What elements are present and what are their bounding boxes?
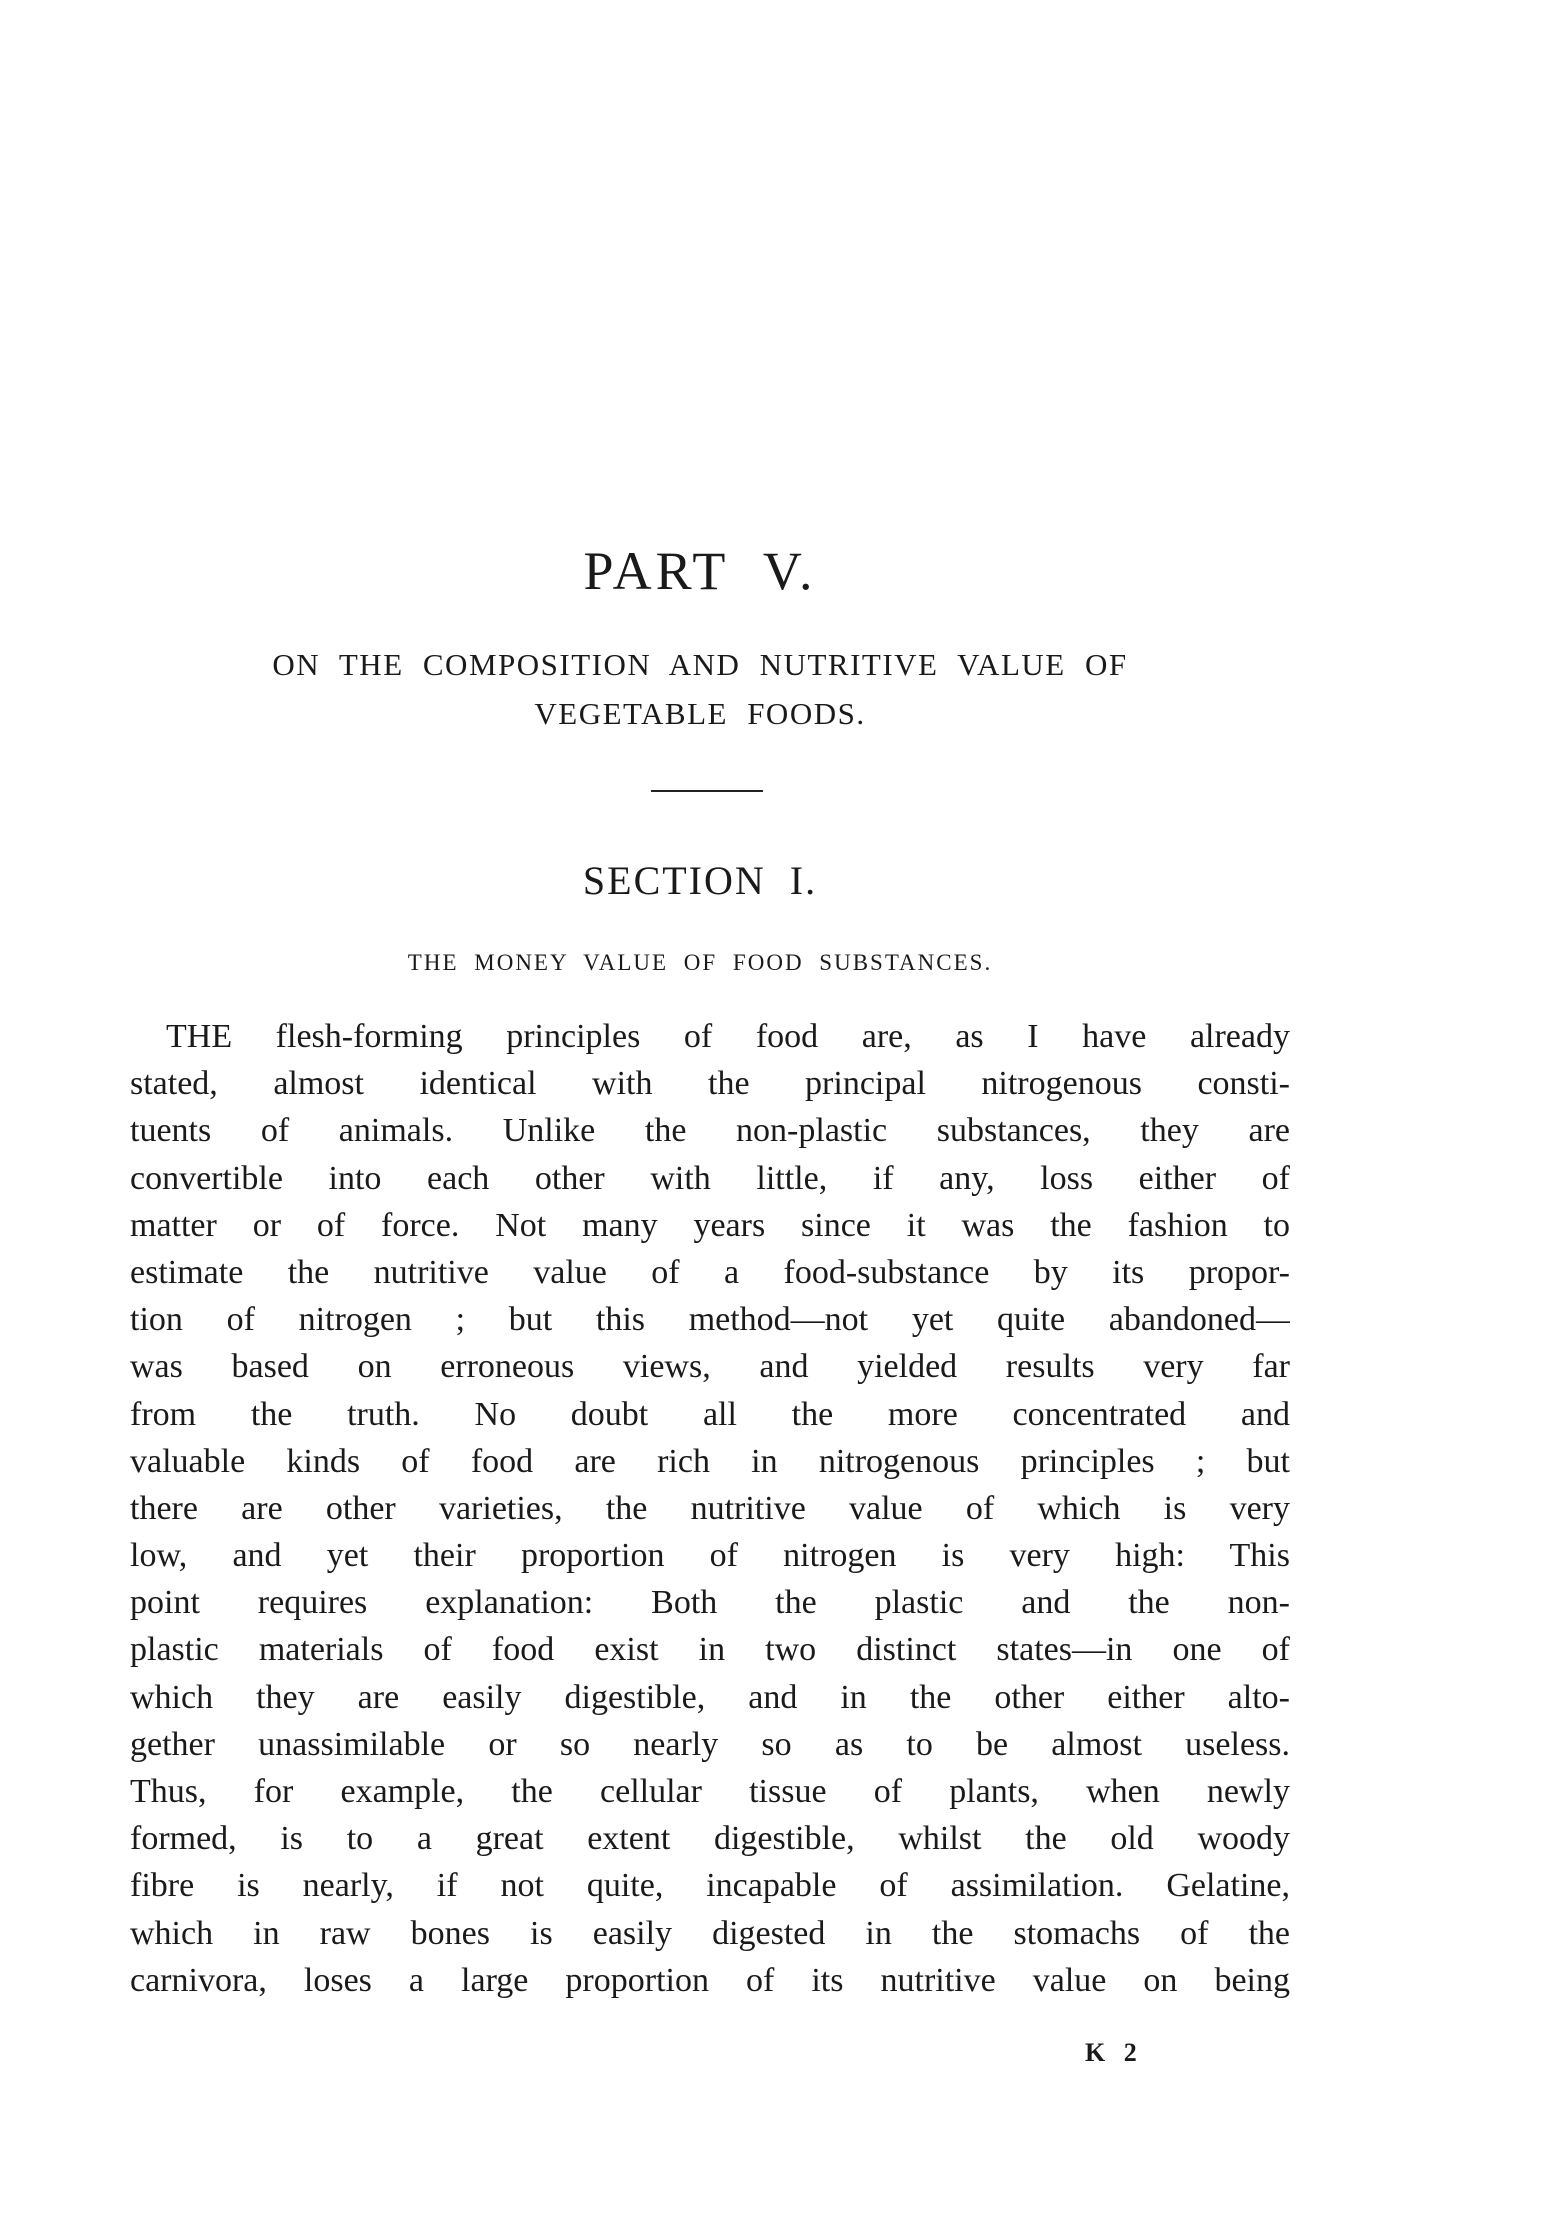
section-divider bbox=[651, 790, 763, 792]
body-line: which they are easily digestible, and in the other either alto- bbox=[130, 1678, 1290, 1716]
part-subtitle bbox=[130, 640, 1270, 738]
body-line: gether unassimilable or so nearly so as to be almost useless. bbox=[130, 1725, 1290, 1763]
body-line: carnivora, loses a large proportion of its nutritive value on being bbox=[130, 1961, 1290, 1999]
body-line: fibre is nearly, if not quite, incapable of assimilation. Gelatine, bbox=[130, 1867, 1290, 1905]
part-title: PART V. bbox=[583, 541, 817, 601]
part-subtitle-line-2: VEGETABLE FOODS. bbox=[534, 696, 866, 731]
body-paragraph bbox=[130, 1013, 1290, 2004]
body-line: stated, almost identical with the principal nitrogenous consti- bbox=[130, 1065, 1290, 1103]
body-line: convertible into each other with little, if any, loss either of bbox=[130, 1159, 1290, 1197]
body-line: from the truth. No doubt all the more concentrated and bbox=[130, 1395, 1290, 1433]
part-subtitle-line-1: ON THE COMPOSITION AND NUTRITIVE VALUE OF bbox=[272, 647, 1128, 682]
body-line: there are other varieties, the nutritive value of which is very bbox=[130, 1489, 1290, 1527]
body-line: was based on erroneous views, and yielded results very far bbox=[130, 1348, 1290, 1386]
body-line: matter or of force. Not many years since it was the fashion to bbox=[130, 1206, 1290, 1244]
body-line: plastic materials of food exist in two distinct states—in one of bbox=[130, 1631, 1290, 1669]
body-line: estimate the nutritive value of a food-substance by its propor- bbox=[130, 1253, 1290, 1291]
body-line: valuable kinds of food are rich in nitrogenous principles ; but bbox=[130, 1442, 1290, 1480]
section-subtitle: THE MONEY VALUE OF FOOD SUBSTANCES. bbox=[407, 950, 993, 975]
body-line: point requires explanation: Both the plastic and the non- bbox=[130, 1584, 1290, 1622]
body-line: THE flesh-forming principles of food are, as I have already bbox=[166, 1018, 1290, 1055]
body-line: formed, is to a great extent digestible, whilst the old woody bbox=[130, 1820, 1290, 1858]
signature-mark: K 2 bbox=[1085, 2038, 1143, 2067]
body-line: which in raw bones is easily digested in the stomachs of the bbox=[130, 1914, 1290, 1952]
body-line: tion of nitrogen ; but this method—not yet quite abandoned— bbox=[130, 1301, 1290, 1339]
section-title: SECTION I. bbox=[582, 858, 818, 903]
body-line: low, and yet their proportion of nitrogen is very high: This bbox=[130, 1537, 1290, 1575]
body-line: tuents of animals. Unlike the non-plastic substances, they are bbox=[130, 1112, 1290, 1150]
body-line: Thus, for example, the cellular tissue of plants, when newly bbox=[130, 1773, 1290, 1810]
